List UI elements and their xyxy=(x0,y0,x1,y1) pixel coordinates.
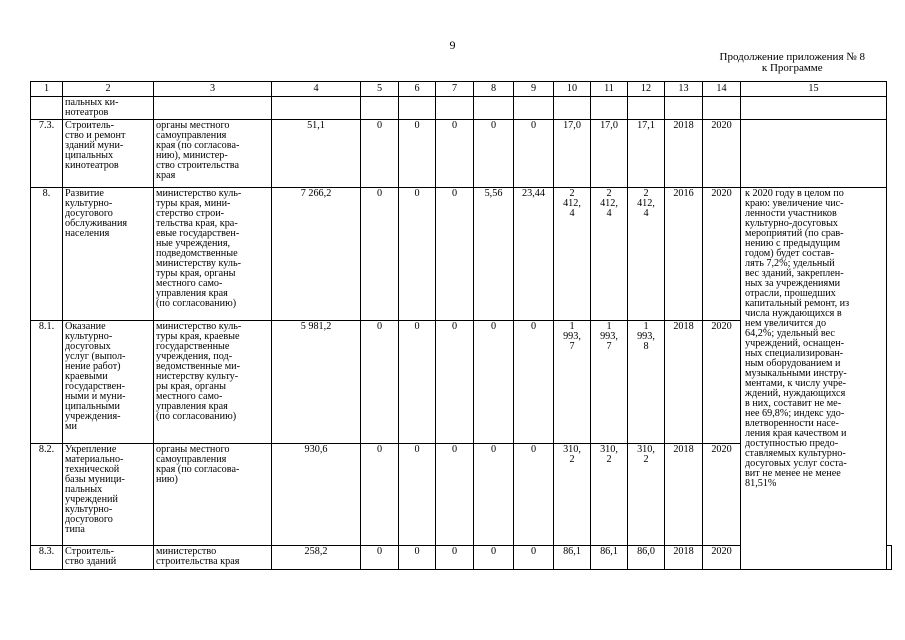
value-col7: 0 xyxy=(436,546,474,570)
start-year: 2016 xyxy=(665,188,703,321)
value-col11: 310, 2 xyxy=(591,444,628,546)
end-year: 2020 xyxy=(703,444,741,546)
value-col12: 86,0 xyxy=(628,546,665,570)
value-col7 xyxy=(436,97,474,120)
end-year: 2020 xyxy=(703,321,741,444)
value-col5: 0 xyxy=(361,444,399,546)
value-col6 xyxy=(399,97,436,120)
value-col6: 0 xyxy=(399,444,436,546)
value-col8: 0 xyxy=(474,546,514,570)
value-col9: 0 xyxy=(514,321,554,444)
continuation-note xyxy=(720,52,865,74)
header-cell: 9 xyxy=(514,82,554,97)
value-col9: 0 xyxy=(514,120,554,188)
header-cell: 3 xyxy=(154,82,272,97)
value-col9 xyxy=(514,97,554,120)
row-number: 8.2. xyxy=(31,444,63,546)
table-row xyxy=(31,97,892,120)
value-col5: 0 xyxy=(361,546,399,570)
executor xyxy=(154,97,272,120)
start-year: 2018 xyxy=(665,444,703,546)
start-year: 2018 xyxy=(665,120,703,188)
value-col5: 0 xyxy=(361,321,399,444)
value-col9: 0 xyxy=(514,546,554,570)
end-year: 2020 xyxy=(703,120,741,188)
row-number: 7.3. xyxy=(31,120,63,188)
table-row xyxy=(31,120,892,188)
header-cell: 5 xyxy=(361,82,399,97)
expected-results-note: к 2020 году в целом по краю: увеличение чис- ленности участников культурно-досуговых мероприятий (по срав- нению с предыдущим годом) будет состав- лять 7,2%; удельный вес зданий, закреплен- ных за учреждениями отрасли, прошедших капитальный ремонт, из числа нуждающихся в нем увеличится до 64,2%; удельный вес учреждений, оснащен- ных специализирован- ным оборудованием и музыкальными инстру- ментами, к числу учре- ждений, нуждающихся в них, составит не ме- нее 69,8%; индекс удо- влетворенности насе- ления края качеством и доступностью предо- ставляемых культурно- досуговых услуг соста- вит не менее не менее 81,51% xyxy=(741,188,887,570)
header-cell: 8 xyxy=(474,82,514,97)
end-year: 2020 xyxy=(703,546,741,570)
total-amount: 258,2 xyxy=(272,546,361,570)
executor: министерство строительства края xyxy=(154,546,272,570)
table-row xyxy=(31,188,892,321)
value-col8: 0 xyxy=(474,120,514,188)
header-cell: 7 xyxy=(436,82,474,97)
header-cell: 15 xyxy=(741,82,887,97)
total-amount xyxy=(272,97,361,120)
activity-name: Развитие культурно- досугового обслуживания населения xyxy=(63,188,154,321)
header-cell: 4 xyxy=(272,82,361,97)
activity-name: пальных ки- нотеатров xyxy=(63,97,154,120)
value-col11: 86,1 xyxy=(591,546,628,570)
activity-name: Строитель- ство зданий xyxy=(63,546,154,570)
value-col10: 86,1 xyxy=(554,546,591,570)
row-number: 8.3. xyxy=(31,546,63,570)
value-col6: 0 xyxy=(399,120,436,188)
header-cell: 1 xyxy=(31,82,63,97)
value-col7: 0 xyxy=(436,188,474,321)
value-col11: 17,0 xyxy=(591,120,628,188)
start-year: 2018 xyxy=(665,546,703,570)
value-col8: 0 xyxy=(474,444,514,546)
executor: министерство куль- туры края, мини- стерство строи- тельства края, кра- евые государствен- ные учреждения, подведомственные министерству куль- туры края, органы местного само- управления края (по согласованию) xyxy=(154,188,272,321)
continuation-line-2: к Программе xyxy=(761,62,823,74)
header-cell: 10 xyxy=(554,82,591,97)
value-col10: 310, 2 xyxy=(554,444,591,546)
value-col7: 0 xyxy=(436,120,474,188)
value-col5: 0 xyxy=(361,120,399,188)
start-year xyxy=(665,97,703,120)
header-cell: 11 xyxy=(591,82,628,97)
value-col10 xyxy=(554,97,591,120)
value-col12: 17,1 xyxy=(628,120,665,188)
result-empty-cell xyxy=(741,120,887,188)
row-number xyxy=(31,97,63,120)
header-cell: 13 xyxy=(665,82,703,97)
result-empty-cell xyxy=(887,546,892,570)
end-year: 2020 xyxy=(703,188,741,321)
total-amount: 51,1 xyxy=(272,120,361,188)
value-col6: 0 xyxy=(399,321,436,444)
value-col11: 1 993, 7 xyxy=(591,321,628,444)
value-col10: 17,0 xyxy=(554,120,591,188)
value-col6: 0 xyxy=(399,546,436,570)
total-amount: 930,6 xyxy=(272,444,361,546)
value-col7: 0 xyxy=(436,321,474,444)
value-col12: 1 993, 8 xyxy=(628,321,665,444)
header-row xyxy=(31,82,892,97)
header-cell: 12 xyxy=(628,82,665,97)
value-col9: 23,44 xyxy=(514,188,554,321)
program-table xyxy=(30,81,892,570)
value-col10: 1 993, 7 xyxy=(554,321,591,444)
value-col6: 0 xyxy=(399,188,436,321)
executor: органы местного самоуправления края (по согласова- нию) xyxy=(154,444,272,546)
total-amount: 7 266,2 xyxy=(272,188,361,321)
value-col5 xyxy=(361,97,399,120)
value-col10: 2 412, 4 xyxy=(554,188,591,321)
header-cell: 2 xyxy=(63,82,154,97)
activity-name: Строитель- ство и ремонт зданий муни- ципальных кинотеатров xyxy=(63,120,154,188)
activity-name: Укрепление материально- технической базы муници- пальных учреждений культурно- досугового типа xyxy=(63,444,154,546)
value-col12: 310, 2 xyxy=(628,444,665,546)
continuation-line-1: Продолжение приложения № 8 xyxy=(719,51,865,63)
start-year: 2018 xyxy=(665,321,703,444)
value-col8 xyxy=(474,97,514,120)
result-empty-cell xyxy=(741,97,887,120)
value-col7: 0 xyxy=(436,444,474,546)
header-cell: 14 xyxy=(703,82,741,97)
value-col8: 5,56 xyxy=(474,188,514,321)
row-number: 8. xyxy=(31,188,63,321)
value-col11: 2 412, 4 xyxy=(591,188,628,321)
value-col11 xyxy=(591,97,628,120)
executor: органы местного самоуправления края (по согласова- нию), министер- ство строительства края xyxy=(154,120,272,188)
value-col12: 2 412, 4 xyxy=(628,188,665,321)
header-cell: 6 xyxy=(399,82,436,97)
row-number: 8.1. xyxy=(31,321,63,444)
end-year xyxy=(703,97,741,120)
value-col9: 0 xyxy=(514,444,554,546)
activity-name: Оказание культурно- досуговых услуг (выпол- нение работ) краевыми государствен- ными и муни- ципальными учреждения- ми xyxy=(63,321,154,444)
value-col5: 0 xyxy=(361,188,399,321)
total-amount: 5 981,2 xyxy=(272,321,361,444)
page-number: 9 xyxy=(449,38,456,52)
executor: министерство куль- туры края, краевые государственные учреждения, под- ведомственные ми- нистерству культу- ры края, органы местного само- управления края (по согласованию) xyxy=(154,321,272,444)
value-col8: 0 xyxy=(474,321,514,444)
value-col12 xyxy=(628,97,665,120)
